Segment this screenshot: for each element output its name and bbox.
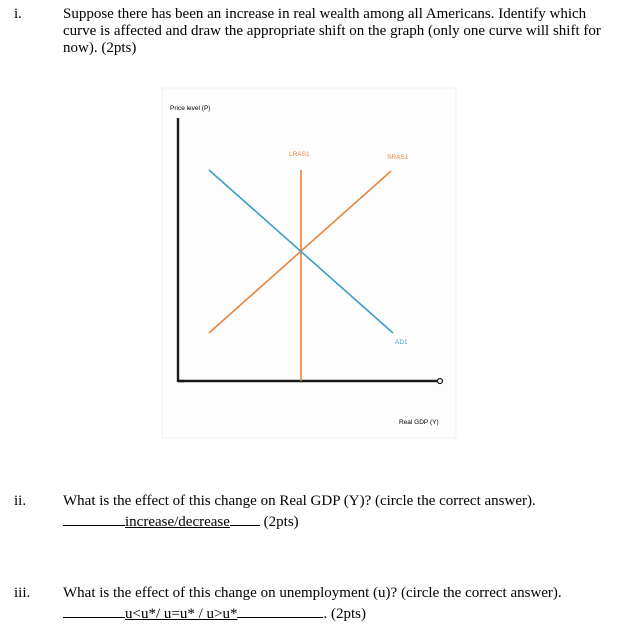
y-axis-label: Price level (P) [170, 105, 211, 112]
x-axis-endpoint [438, 379, 443, 384]
lras-label: LRAS1 [289, 151, 310, 158]
question-3-options[interactable]: u<u*/ u=u* / u>u* [125, 606, 238, 622]
question-3-answer-line [63, 603, 366, 623]
question-2-text: What is the effect of this change on Real GDP (Y)? (circle the correct answer). [63, 493, 536, 509]
question-3-points: . (2pts) [323, 606, 366, 622]
ad-label: AD1 [395, 339, 408, 346]
question-2-options[interactable]: increase/decrease [125, 514, 230, 530]
question-2-answer-line [63, 511, 299, 531]
x-axis-label: Real GDP (Y) [399, 419, 439, 426]
question-1-number: i. [14, 6, 22, 22]
question-2-number: ii. [14, 493, 27, 509]
sras-label: SRAS1 [387, 154, 409, 161]
question-3-text: What is the effect of this change on unemployment (u)? (circle the correct answer). [63, 585, 562, 601]
question-1-text: Suppose there has been an increase in real wealth among all Americans. Identify which curve is affected and draw the appropriate shift on the graph (only one curve will shift for now). (2pts) [63, 6, 601, 56]
answer-blank-left[interactable] [63, 511, 125, 526]
answer-blank-left[interactable] [63, 603, 125, 618]
answer-blank-right[interactable] [237, 603, 323, 618]
question-3-number: iii. [14, 585, 31, 601]
question-2-points: (2pts) [263, 514, 299, 530]
answer-blank-right[interactable] [230, 511, 260, 526]
graph-frame [162, 88, 456, 438]
